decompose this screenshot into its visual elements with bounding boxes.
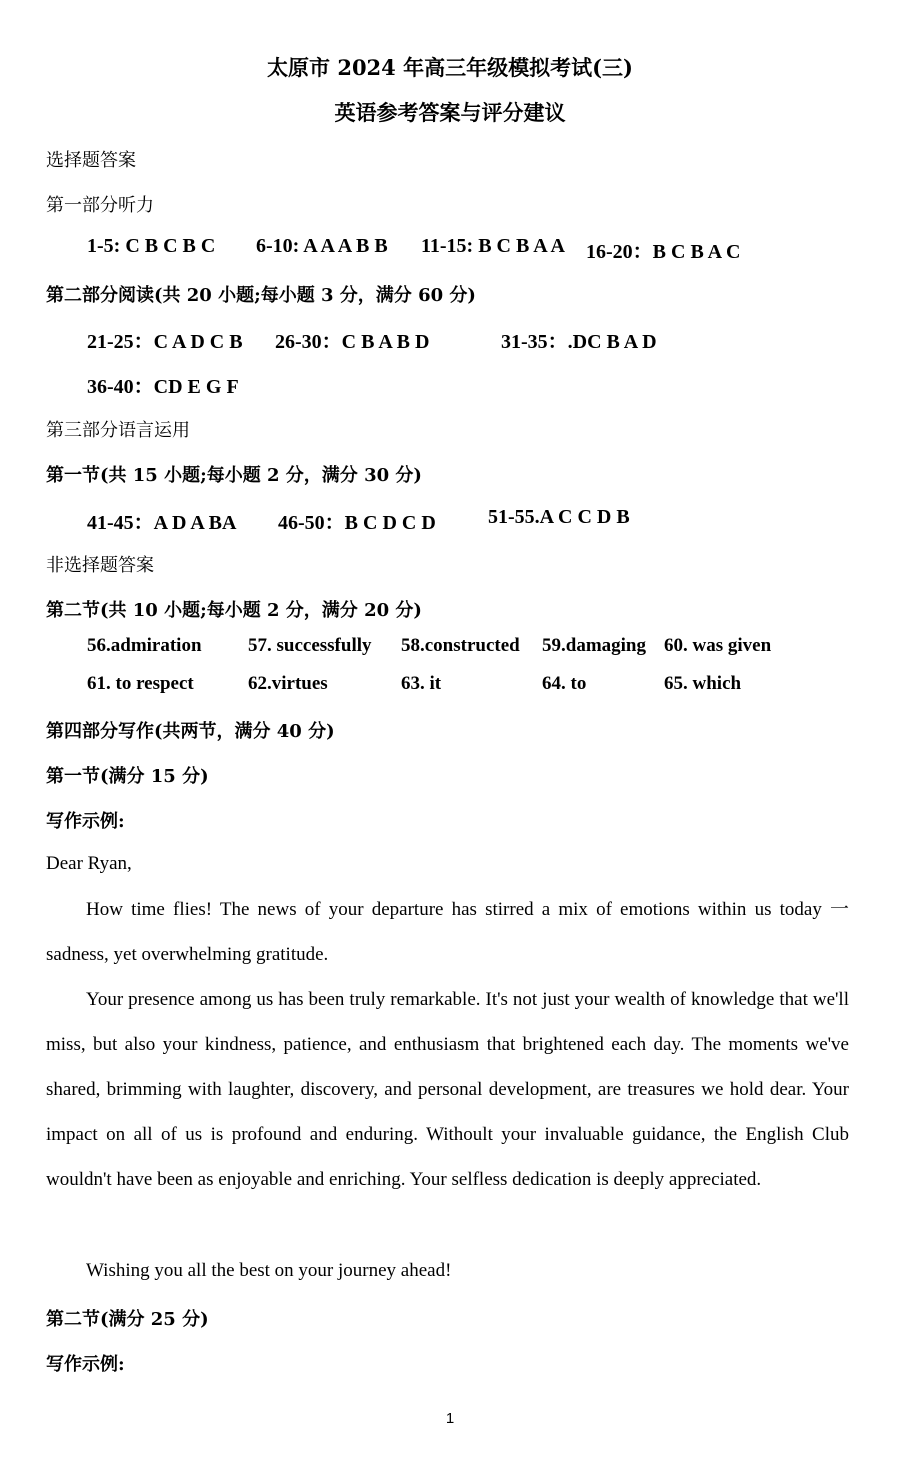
page-number: 1 — [445, 1410, 455, 1427]
fill-answer: 63. it — [401, 673, 442, 694]
letter-salutation: Dear Ryan, — [46, 853, 132, 874]
fill-answer: 57. successfully — [248, 635, 372, 656]
answer-group: 1-5: C B C B C — [87, 235, 216, 257]
fill-answer: 58.constructed — [401, 635, 520, 656]
exam-subtitle: 英语参考答案与评分建议 — [334, 100, 566, 125]
fill-answer: 59.damaging — [542, 635, 646, 656]
answer-group: 26-30：C B A B D — [275, 331, 430, 353]
answer-group: 36-40：CD E G F — [87, 376, 239, 398]
answer-group: 41-45：A D A BA — [87, 512, 237, 534]
exam-title: 太原市 2024 年高三年级模拟考试(三) — [267, 55, 633, 80]
listening-heading: 第一部分听力 — [46, 195, 154, 216]
answer-group: 31-35：.DC B A D — [501, 331, 657, 353]
writing-section2-heading: 第二节(满分 25 分) — [46, 1309, 209, 1330]
nonchoice-section2-heading: 第二节(共 10 小题;每小题 2 分，满分 20 分) — [46, 600, 422, 621]
writing-heading: 第四部分写作(共两节，满分 40 分) — [46, 721, 335, 742]
answer-group: 16-20：B C B A C — [586, 241, 741, 263]
fill-answer: 60. was given — [664, 635, 772, 656]
fill-answer: 56.admiration — [87, 635, 202, 656]
fill-answer: 65. which — [664, 673, 742, 694]
fill-answer: 62.virtues — [248, 673, 328, 694]
nonchoice-heading: 非选择题答案 — [46, 555, 154, 576]
writing-section1-heading: 第一节(满分 15 分) — [46, 766, 209, 787]
reading-heading: 第二部分阅读(共 20 小题;每小题 3 分，满分 60 分) — [46, 285, 476, 306]
language-use-section1-heading: 第一节(共 15 小题;每小题 2 分，满分 30 分) — [46, 465, 422, 486]
answer-group: 11-15: B C B A A — [421, 235, 565, 257]
choice-heading: 选择题答案 — [46, 150, 136, 171]
fill-answer: 64. to — [542, 673, 587, 694]
answer-group: 51-55.A C C D B — [488, 506, 630, 528]
letter-paragraph-1: How time flies! The news of your departure has stirred a mix of emotions within us today 一 sadness, yet overwhelming gratitude. — [46, 899, 849, 965]
fill-answer: 61. to respect — [87, 673, 194, 694]
language-use-heading: 第三部分语言运用 — [46, 420, 190, 441]
answer-group: 21-25：C A D C B — [87, 331, 243, 353]
writing-sample-label-2: 写作示例: — [46, 1354, 125, 1375]
letter-paragraph-3: Wishing you all the best on your journey ahead! — [86, 1260, 452, 1281]
writing-sample-label: 写作示例: — [46, 811, 125, 832]
letter-paragraph-2: Your presence among us has been truly remarkable. It's not just your wealth of knowledge that we'll miss, but also your kindness, patience, and enthusiasm that brightened each day. The moments we've shared, brimming with laughter, discovery, and personal development, are treasures we hold dear. Your impact on all of us is profound and enduring. Withoult your invaluable guidance, the English Club wouldn't have been as enjoyable and enriching. Your selfless dedication is deeply appreciated. — [46, 989, 849, 1190]
answer-group: 6-10: A A A B B — [256, 235, 388, 257]
answer-group: 46-50：B C D C D — [278, 512, 436, 534]
